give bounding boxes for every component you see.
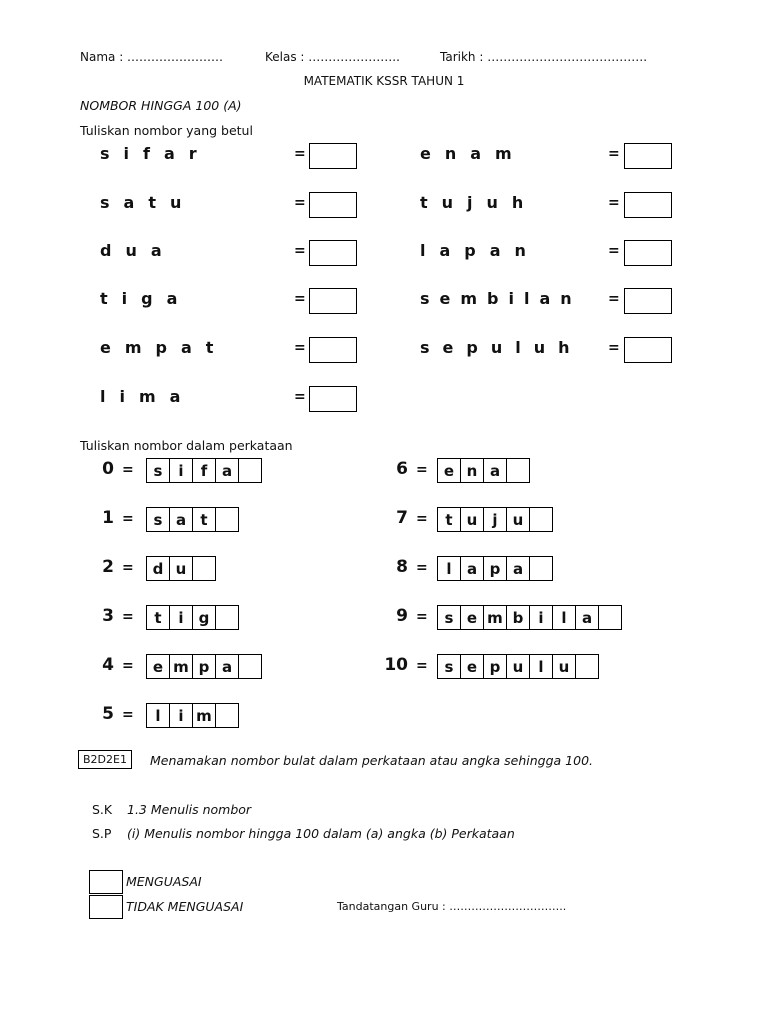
- letter-cell: n: [461, 459, 484, 482]
- letter-cell: u: [461, 508, 484, 531]
- kelas-field: Kelas : …………………..: [265, 50, 400, 64]
- equals-sign: =: [294, 340, 306, 356]
- tidak-menguasai-checkbox[interactable]: [89, 895, 123, 919]
- equals-sign: =: [294, 146, 306, 162]
- letter-cell: a: [216, 459, 239, 482]
- letter-cell: u: [170, 557, 193, 580]
- letter-boxes: [146, 605, 239, 630]
- letter-cell: s: [438, 606, 461, 629]
- sp-text: (i) Menulis nombor hingga 100 dalam (a) angka (b) Perkataan: [127, 826, 515, 841]
- answer-box[interactable]: [624, 337, 672, 363]
- tidak-menguasai-label: TIDAK MENGUASAI: [126, 899, 244, 914]
- number-word: lima: [100, 387, 195, 406]
- equals-sign: =: [122, 707, 134, 723]
- letter-cell: a: [461, 557, 484, 580]
- letter-cell: t: [193, 508, 216, 531]
- letter-boxes: [146, 458, 262, 483]
- equals-sign: =: [122, 560, 134, 576]
- tarikh-field: Tarikh : ………………………………….: [440, 50, 648, 64]
- number-word: sepuluh: [420, 338, 583, 357]
- signature-field: Tandatangan Guru : …………………………..: [337, 900, 567, 913]
- letter-boxes: [146, 556, 216, 581]
- answer-box[interactable]: [309, 337, 357, 363]
- letter-cell: e: [438, 459, 461, 482]
- blank-letter-cell[interactable]: [507, 459, 530, 482]
- letter-cell: t: [438, 508, 461, 531]
- equals-sign: =: [416, 560, 428, 576]
- blank-letter-cell[interactable]: [599, 606, 622, 629]
- letter-cell: l: [530, 655, 553, 678]
- equals-sign: =: [608, 340, 620, 356]
- equals-sign: =: [416, 511, 428, 527]
- number-word: lapan: [420, 241, 540, 260]
- answer-box[interactable]: [309, 192, 357, 218]
- menguasai-checkbox[interactable]: [89, 870, 123, 894]
- letter-cell: a: [576, 606, 599, 629]
- equals-sign: =: [122, 609, 134, 625]
- letter-cell: b: [507, 606, 530, 629]
- letter-boxes: [437, 507, 553, 532]
- blank-letter-cell[interactable]: [530, 508, 553, 531]
- part2-instruction: Tuliskan nombor dalam perkataan: [80, 438, 293, 453]
- letter-boxes: [437, 605, 622, 630]
- letter-cell: a: [216, 655, 239, 678]
- section-title: NOMBOR HINGGA 100 (A): [80, 98, 242, 113]
- letter-cell: e: [461, 606, 484, 629]
- equals-sign: =: [608, 291, 620, 307]
- standard-code: B2D2E1: [78, 750, 132, 769]
- letter-boxes: [437, 556, 553, 581]
- equals-sign: =: [608, 146, 620, 162]
- part1-instruction: Tuliskan nombor yang betul: [80, 123, 253, 138]
- letter-cell: u: [507, 655, 530, 678]
- letter-cell: s: [438, 655, 461, 678]
- letter-cell: j: [484, 508, 507, 531]
- equals-sign: =: [294, 291, 306, 307]
- answer-box[interactable]: [624, 288, 672, 314]
- equals-sign: =: [122, 462, 134, 478]
- blank-letter-cell[interactable]: [239, 655, 262, 678]
- number-word: tujuh: [420, 193, 538, 212]
- blank-letter-cell[interactable]: [193, 557, 216, 580]
- letter-cell: m: [484, 606, 507, 629]
- answer-box[interactable]: [624, 192, 672, 218]
- letter-cell: g: [193, 606, 216, 629]
- letter-cell: l: [438, 557, 461, 580]
- standard-description: Menamakan nombor bulat dalam perkataan atau angka sehingga 100.: [150, 753, 594, 768]
- equals-sign: =: [294, 243, 306, 259]
- letter-cell: u: [553, 655, 576, 678]
- numeral: 0: [102, 459, 114, 479]
- answer-box[interactable]: [309, 240, 357, 266]
- letter-cell: i: [170, 704, 193, 727]
- letter-cell: e: [461, 655, 484, 678]
- page-title: MATEMATIK KSSR TAHUN 1: [303, 74, 465, 88]
- numeral: 5: [102, 704, 114, 724]
- letter-cell: i: [170, 459, 193, 482]
- letter-cell: d: [147, 557, 170, 580]
- blank-letter-cell[interactable]: [530, 557, 553, 580]
- blank-letter-cell[interactable]: [216, 704, 239, 727]
- letter-boxes: [146, 507, 239, 532]
- equals-sign: =: [294, 195, 306, 211]
- blank-letter-cell[interactable]: [216, 508, 239, 531]
- answer-box[interactable]: [309, 288, 357, 314]
- number-word: satu: [100, 193, 196, 212]
- letter-boxes: [146, 703, 239, 728]
- equals-sign: =: [608, 195, 620, 211]
- letter-cell: a: [170, 508, 193, 531]
- letter-cell: u: [507, 508, 530, 531]
- letter-cell: i: [530, 606, 553, 629]
- letter-cell: p: [484, 655, 507, 678]
- numeral: 10: [384, 655, 408, 675]
- number-word: tiga: [100, 289, 192, 308]
- numeral: 3: [102, 606, 114, 626]
- letter-cell: l: [553, 606, 576, 629]
- letter-cell: p: [193, 655, 216, 678]
- letter-cell: s: [147, 508, 170, 531]
- numeral: 4: [102, 655, 114, 675]
- letter-cell: l: [147, 704, 170, 727]
- numeral: 9: [396, 606, 408, 626]
- blank-letter-cell[interactable]: [576, 655, 599, 678]
- sk-text: 1.3 Menulis nombor: [127, 802, 252, 817]
- letter-boxes: [146, 654, 262, 679]
- blank-letter-cell[interactable]: [239, 459, 262, 482]
- sk-label: S.K: [92, 802, 113, 817]
- letter-cell: a: [507, 557, 530, 580]
- number-word: dua: [100, 241, 176, 260]
- answer-box[interactable]: [309, 386, 357, 412]
- number-word: enam: [420, 144, 526, 163]
- sp-label: S.P: [92, 826, 112, 841]
- letter-cell: p: [484, 557, 507, 580]
- numeral: 7: [396, 508, 408, 528]
- blank-letter-cell[interactable]: [216, 606, 239, 629]
- equals-sign: =: [416, 609, 428, 625]
- letter-cell: t: [147, 606, 170, 629]
- letter-boxes: [437, 654, 599, 679]
- equals-sign: =: [416, 462, 428, 478]
- letter-cell: e: [147, 655, 170, 678]
- answer-box[interactable]: [309, 143, 357, 169]
- numeral: 8: [396, 557, 408, 577]
- equals-sign: =: [416, 658, 428, 674]
- number-word: empat: [100, 338, 228, 357]
- equals-sign: =: [294, 389, 306, 405]
- letter-boxes: [437, 458, 530, 483]
- letter-cell: f: [193, 459, 216, 482]
- equals-sign: =: [122, 511, 134, 527]
- letter-cell: m: [170, 655, 193, 678]
- letter-cell: m: [193, 704, 216, 727]
- equals-sign: =: [122, 658, 134, 674]
- letter-cell: s: [147, 459, 170, 482]
- answer-box[interactable]: [624, 240, 672, 266]
- letter-cell: i: [170, 606, 193, 629]
- answer-box[interactable]: [624, 143, 672, 169]
- numeral: 1: [102, 508, 114, 528]
- nama-field: Nama : ……………………: [80, 50, 224, 64]
- equals-sign: =: [608, 243, 620, 259]
- number-word: sifar: [100, 144, 211, 163]
- numeral: 6: [396, 459, 408, 479]
- letter-cell: a: [484, 459, 507, 482]
- menguasai-label: MENGUASAI: [126, 874, 202, 889]
- numeral: 2: [102, 557, 114, 577]
- number-word: sembilan: [420, 289, 582, 308]
